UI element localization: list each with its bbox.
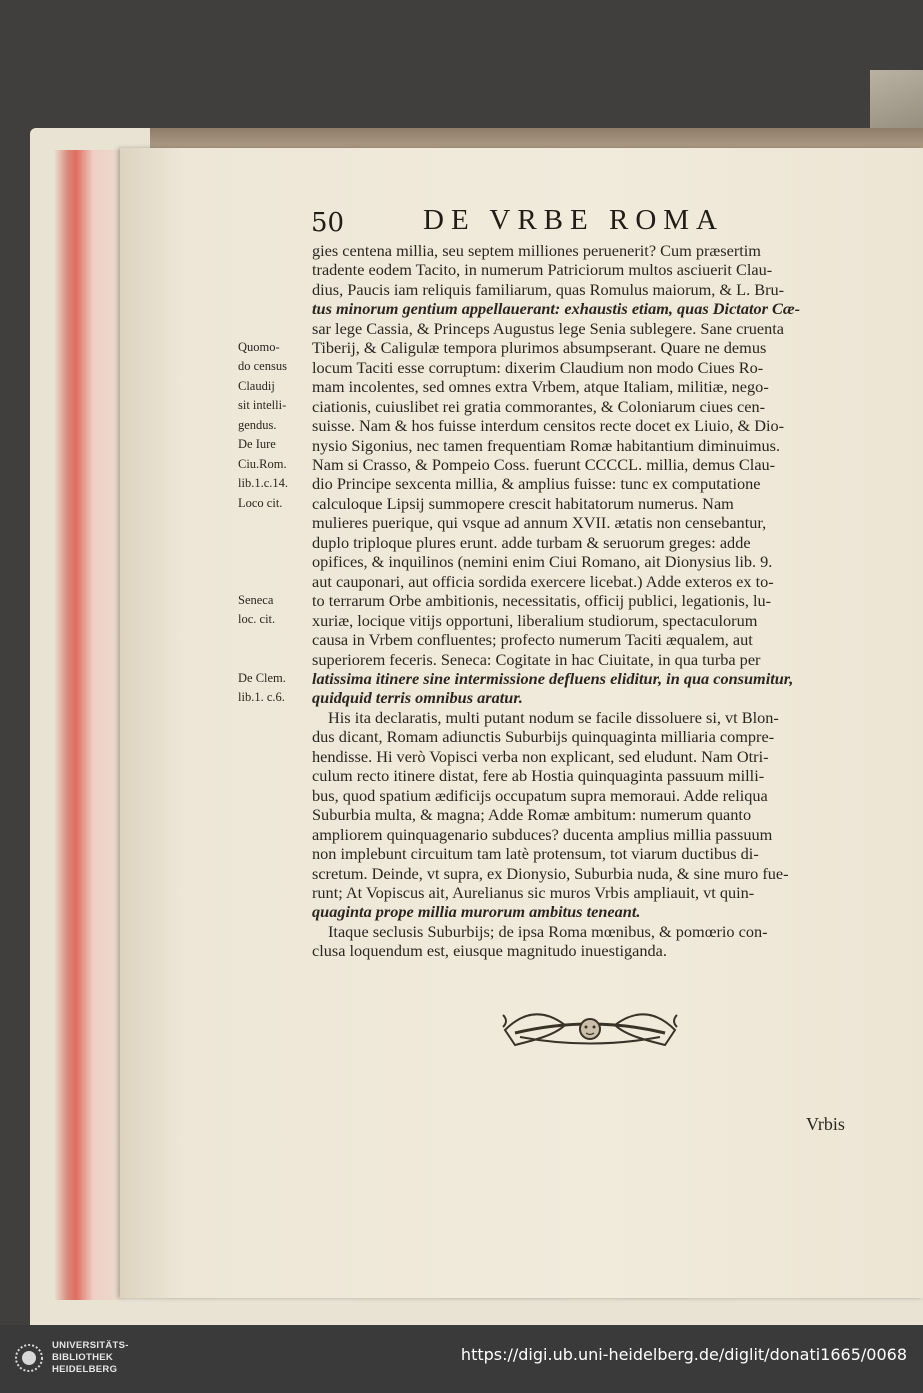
text-line: causa in Vrbem confluentes; profecto numerum Taciti æqualem, aut [312,630,753,650]
margin-note: lib.1.c.14. [238,476,288,491]
text-line: sar lege Cassia, & Princeps Augustus lege Senia sublegere. Sane cruenta [312,318,785,338]
permalink-url[interactable]: https://digi.ub.uni-heidelberg.de/diglit/donati1665/0068 [460,1345,907,1364]
page-edges-red [55,150,125,1300]
text-line: dio Principe sexcenta millia, & amplius fuisse: tunc ex computatione [312,474,761,494]
text-line: mulieres puerique, qui vsque ad annum XVII. ætatis non censebantur, [312,513,767,533]
running-title: DE VRBE ROMA [423,204,724,236]
margin-note: Seneca [238,592,274,607]
library-name-line: BIBLIOTHEK [52,1352,114,1363]
body-text [312,241,878,961]
library-name-line: HEIDELBERG [52,1364,118,1375]
text-line: suisse. Nam & hos fuisse interdum censitos recte docet ex Liuio, & Dio- [312,416,785,436]
top-edge [150,128,923,150]
text-line: Tiberij, & Caligulæ tempora plurimos absumpserant. Quare ne demus [312,338,767,358]
text-line: culum recto itinere distat, fere ab Hostia quinquaginta passuum milli- [312,766,765,786]
text-line: calculoque Lipsij summopere crescit habitatorum numerus. Nam [312,493,734,513]
margin-note: Quomo- [238,340,280,354]
margin-note: Ciu.Rom. [238,456,287,471]
library-name-line: UNIVERSITÄTS- [52,1340,129,1351]
viewer-footer [0,1325,923,1393]
text-line: tus minorum gentium appellauerant: exhaustis etiam, quas Dictator Cæ- [312,299,801,319]
margin-note: loc. cit. [238,612,276,627]
text-line: ciationis, cuiuslibet rei gratia commorantes, & Coloniarum ciues cen- [312,396,766,416]
text-line: non implebunt circuitum tam latè protensum, tot viarum ductibus di- [312,844,759,864]
page-number: 50 [311,208,345,238]
text-line: runt; At Vopiscus ait, Aurelianus sic muros Vrbis ampliauit, vt quin- [312,882,755,902]
page-header [311,204,871,240]
margin-note: sit intelli- [238,398,287,413]
text-line: Itaque seclusis Suburbijs; de ipsa Roma mœnibus, & pomœrio con- [328,921,768,941]
margin-note: do census [238,359,287,374]
text-line: bus, quod spatium ædificijs occupatum supra memoraui. Adde reliqua [312,785,768,805]
text-line: aut cauponari, aut officia sordida exercere licebat.) Adde exteros ex to- [312,571,774,591]
text-line: dius, Paucis iam reliquis familiarum, quas Romulus maiorum, & L. Bru- [312,279,785,299]
text-line: mam incolentes, sed omnes extra Vrbem, atque Italiam, militiæ, nego- [312,377,769,397]
margin-note: De Clem. [238,670,286,685]
text-line: scretum. Deinde, vt supra, ex Dionysio, Suburbia nuda, & sine muro fue- [312,863,789,883]
text-line: tradente eodem Tacito, in numerum Patriciorum multos asciuerit Clau- [312,260,773,280]
margin-note: gendus. [238,417,277,432]
text-line: xuriæ, locique vitijs opportuni, liberalium studiorum, spectaculorum [312,610,758,630]
margin-note: lib.1. c.6. [238,690,285,705]
margin-note: De Iure [238,437,276,452]
text-line: gies centena millia, seu septem milliones peruenerit? Cum præsertim [312,241,761,260]
text-line: Nam si Crasso, & Pompeio Coss. fuerunt CCCCL. millia, demus Clau- [312,454,776,474]
text-line: ampliorem quinquagenario subduces? ducenta amplius millia passuum [312,824,773,844]
text-line: hendisse. Hi verò Vopisci verba non explicant, sed eludunt. Nam Otri- [312,746,769,766]
text-line: opifices, & inquilinos (nemini enim Ciui Romano, ait Dionysius lib. 9. [312,552,773,572]
text-line: dus dicant, Romam adiunctis Suburbijs quinquaginta milliaria compre- [312,727,775,747]
university-seal-icon [14,1343,44,1373]
text-line: locum Taciti esse corruptum: dixerim Claudium non modo Ciues Ro- [312,357,764,377]
ornament-vignette [495,1005,685,1055]
text-line: Suburbia multa, & magna; Adde Romæ ambitum: numerum quanto [312,805,752,825]
text-line: to terrarum Orbe ambitionis, necessitatis, officij publici, legationis, lu- [312,591,772,611]
text-line: clusa loquendum est, eiusque magnitudo inuestiganda. [312,941,667,961]
margin-note: Loco cit. [238,495,283,510]
text-line: duplo triploque plures erunt. adde turbam & seruorum greges: adde [312,532,751,552]
catchword: Vrbis [806,1114,845,1134]
text-line: quaginta prope millia murorum ambitus teneant. [312,902,641,922]
text-line: His ita declaratis, multi putant nodum se facile dissoluere si, vt Blon- [328,707,779,727]
text-line: superiorem feceris. Seneca: Cogitate in hac Ciuitate, in qua turba per [312,649,761,669]
library-name [52,1340,129,1376]
margin-note: Claudij [238,378,275,393]
text-line: nysio Sigonius, nec tamen frequentiam Romæ habitantium diminuimus. [312,435,781,455]
text-line: quidquid terris omnibus aratur. [312,688,523,708]
text-line: latissima itinere sine intermissione defluens eliditur, in qua consumitur, [312,668,794,688]
